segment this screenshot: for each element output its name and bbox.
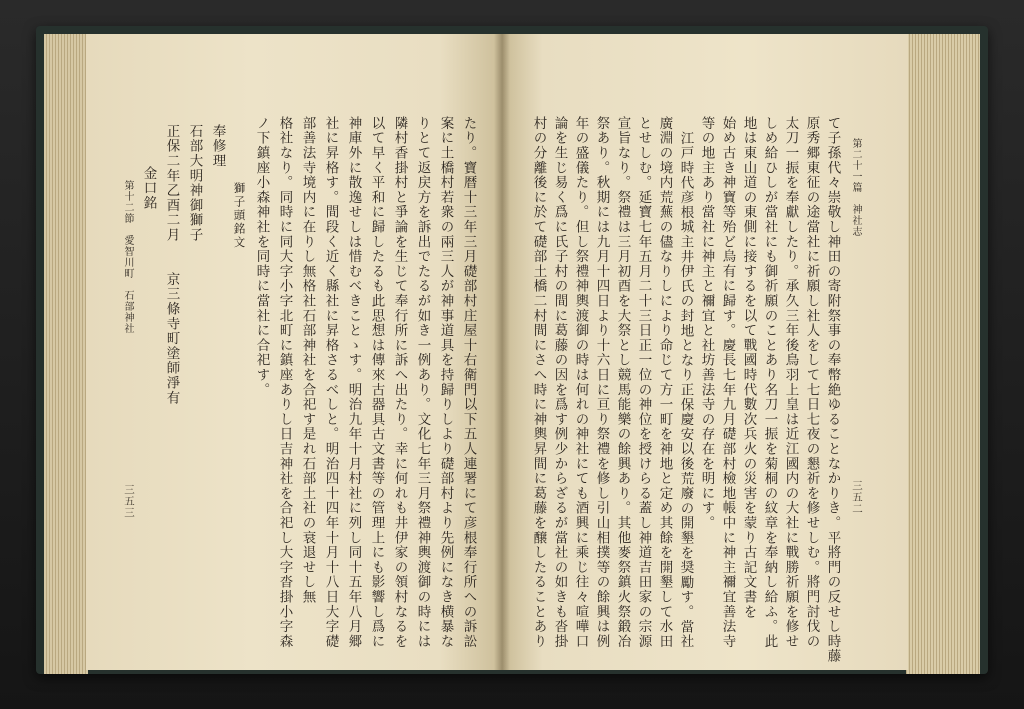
- body-column: 村の分離後に於て礎部土橋二村間にさへ時に神輿昇間に葛藤を醸したることあり: [530, 116, 547, 649]
- body-column: しめ給ひしが當社にも御祈願のことあり名刀一振を菊桐の紋章を奉納し給ふ。此: [761, 116, 778, 649]
- body-column: 以て早く平和に歸したるも此思想は傳來古器具古文書等の管理上にも影響し爲に: [368, 116, 385, 649]
- body-column: 隣村香掛村と爭論を生じて奉行所に訴へ出たり。幸に何れも井伊家の領村なるを: [391, 116, 408, 649]
- body-column: 社に昇格す。間段く近く縣社に昇格さるべしと。明治四十四年十月十八日大字礎: [322, 116, 339, 649]
- body-column: とせしむ。延寶七年五月二十三日正一位の神位を授けらる蓋し神道吉田家の宗源: [635, 116, 652, 649]
- body-column: 案に土橋村若衆の兩三人が神事道具を持歸りしより礎部村より先例になき横暴な: [437, 116, 454, 649]
- body-column: りとて返戻方を訴出でたるが如き一例あり。文化七年三月祭禮神輿渡御の時には: [414, 116, 431, 649]
- right-page-edges: [906, 34, 980, 674]
- page-number: 三五二: [851, 480, 863, 515]
- inscription-line: 石部大明神御獅子: [186, 124, 203, 243]
- body-column: 等の地主あり當社に神主と禰宜と社坊善法寺の存在を明にす。: [698, 116, 715, 531]
- body-column: 太刀一振を奉獻したり。承久三年後鳥羽上皇は近江國内の大社に戰勝祈願を修せ: [782, 116, 799, 649]
- left-page-edges: [44, 34, 88, 674]
- page-number: 三五三: [123, 484, 135, 519]
- book-gutter: [494, 34, 510, 670]
- inscription-title: 獅子頭銘文: [232, 182, 247, 250]
- inscription-line: 正保二年乙酉二月 京三條寺町塗師淨有: [163, 124, 180, 406]
- body-column: 祭あり。秋期には九月十四日より十六日に亘り祭禮を修し引山相撲等の餘興は例: [593, 116, 610, 649]
- inscription-line: 奉修理: [209, 124, 226, 169]
- body-column: 江戸時代彦根城主井伊氏の封地となり正保慶安以後荒廢の開墾を奨勵す。當社: [677, 131, 694, 649]
- body-column: 格社なり。同時に同大字小字北町に鎮座ありし日吉神社を合祀し大字沓掛小字森: [276, 116, 293, 649]
- body-column: たり。寶暦十三年三月礎部村庄屋十右衛門以下五人連署にて彦根奉行所への訴訟: [460, 116, 477, 649]
- body-column: 論を生じ易く爲に氏子村の間に葛藤の因を爲す例少からざるが當社の如きも沓掛: [551, 116, 568, 649]
- body-column: 年の盛儀たり。但し祭禮神輿渡御の時は何れの神社にても酒興に乘じ往々喧嘩口: [572, 116, 589, 649]
- running-footer: 第十二節 愛智川町 石部神社: [122, 180, 133, 334]
- body-column: 廣淵の境内荒蕪の儘なりしにより命じて方一町を神地と定め其餘を開墾して水田: [656, 116, 673, 649]
- body-column: 神庫外に散逸せしは惜むべきことゝす。明治九年十月村社に列し同十五年八月郷: [345, 116, 362, 649]
- body-column: 宣旨なり。祭禮は三月初酉を大祭とし競馬能樂の餘興あり。其他麥祭鎮火祭鍛冶: [614, 116, 631, 649]
- body-column: て子孫代々崇敬し神田の寄附祭事の奉幣絶ゆることなかりき。平將門の反せし時藤: [824, 116, 841, 664]
- right-page: [502, 34, 908, 670]
- body-column: 原秀郷東征の途當社に祈願し社人をして七日七夜の懇祈を修せしむ。將門討伐の: [803, 116, 820, 649]
- left-page: [86, 34, 502, 670]
- body-column: 地は東山道の東側に接するを以て戰國時代數次兵火の災害を蒙り古記文書を: [740, 116, 757, 620]
- body-column: 始め古き神寶等殆ど烏有に歸す。慶長七年九月礎部村檢地帳中に神主禰宜善法寺: [719, 116, 736, 649]
- inscription-line: 金口銘: [140, 166, 157, 211]
- body-column: 部善法寺境内に在りし無格社石部神社を合祀す是れ石部土社の衰退せし無: [299, 116, 316, 605]
- body-column: ノ下鎮座小森神社を同時に當社に合祀す。: [253, 116, 270, 398]
- running-header: 第二十一篇 神社志: [850, 138, 861, 237]
